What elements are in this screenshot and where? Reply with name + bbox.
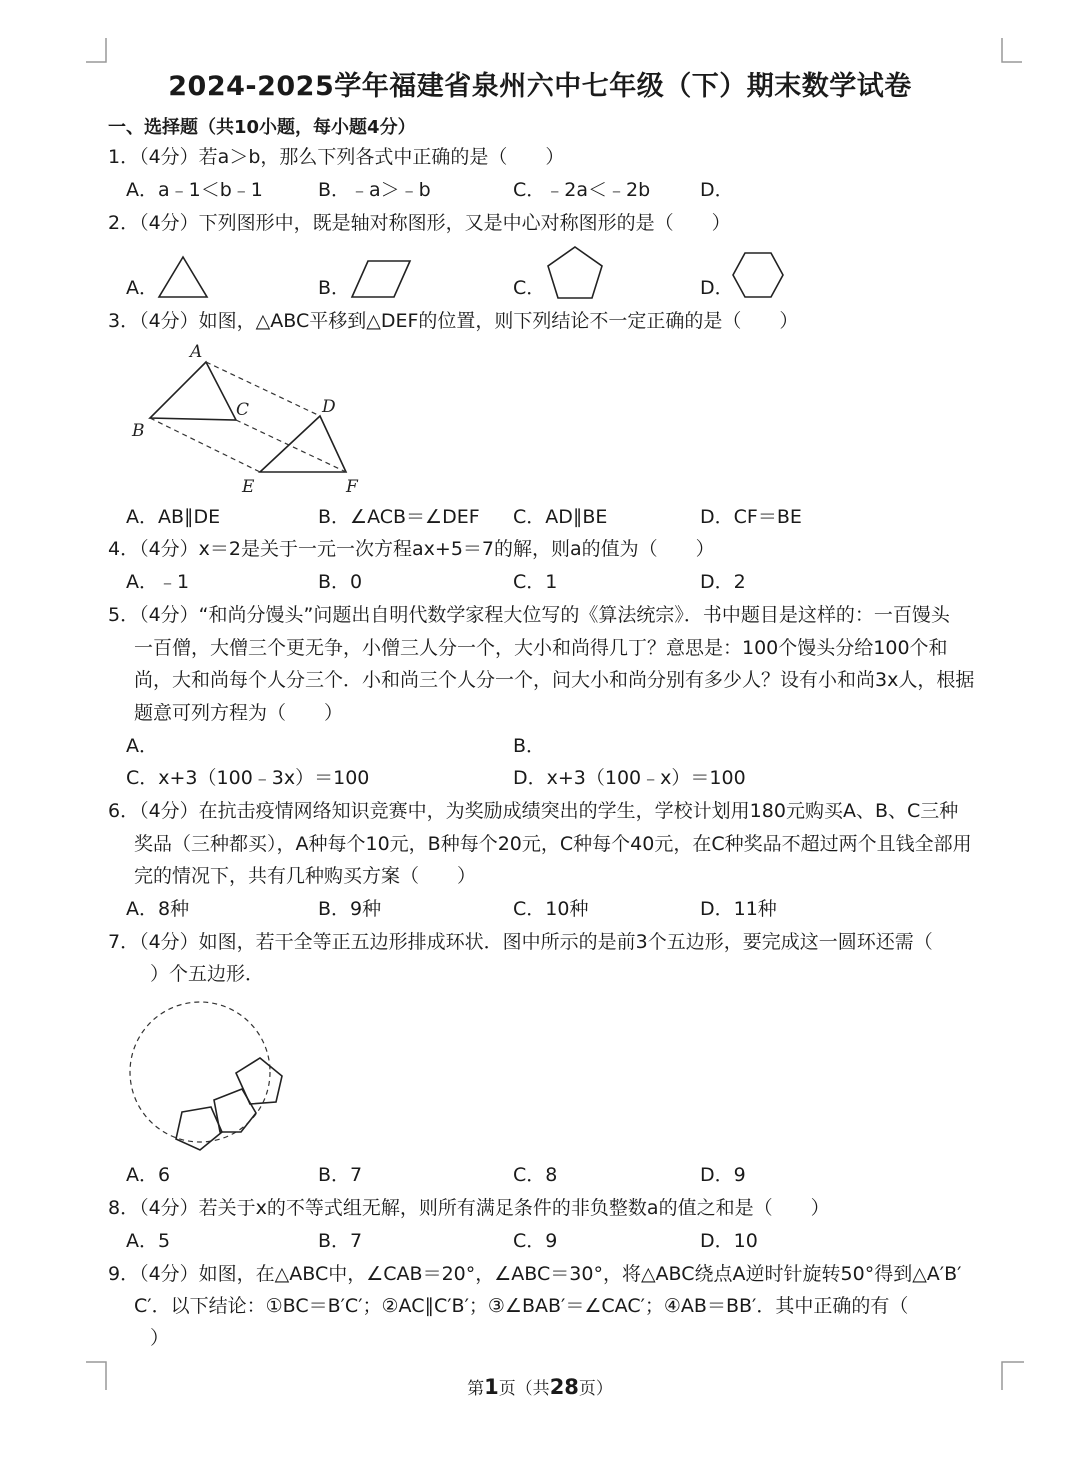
q2-option-a: A． bbox=[126, 277, 158, 299]
label-a: A bbox=[190, 342, 203, 362]
question-9-line-2: C′．以下结论：①BC＝B′C′；②AC∥C′B′；③∠BAB′＝∠CAC′；④AB＝BB′．其中正确的有（ bbox=[134, 1295, 909, 1317]
page-number: 1 bbox=[484, 1375, 499, 1399]
q2-option-b: B． bbox=[318, 277, 351, 299]
q8-option-b: B．7 bbox=[318, 1230, 363, 1252]
q6-option-b: B．9种 bbox=[318, 898, 382, 920]
footer-middle: 页（共 bbox=[498, 1379, 550, 1399]
q5-option-a: A． bbox=[126, 735, 158, 757]
q4-option-b: B．0 bbox=[318, 571, 363, 593]
q7-option-a: A．6 bbox=[126, 1164, 171, 1186]
question-7-line-1: 7．（4分）如图，若干全等正五边形排成环状．图中所示的是前3个五边形，要完成这一圆环还需（ bbox=[108, 931, 933, 953]
q2-option-d: D． bbox=[700, 277, 734, 299]
pentagon-shape bbox=[544, 244, 606, 302]
q6-option-d: D．11种 bbox=[700, 898, 777, 920]
q8-option-d: D．10 bbox=[700, 1230, 758, 1252]
q4-option-d: D．2 bbox=[700, 571, 746, 593]
q7-option-c: C．8 bbox=[513, 1164, 558, 1186]
total-pages: 28 bbox=[549, 1375, 579, 1399]
q4-option-a: A．﹣1 bbox=[126, 571, 190, 593]
q8-option-a: A．5 bbox=[126, 1230, 171, 1252]
label-d: D bbox=[322, 397, 336, 417]
crop-mark-top-left bbox=[86, 38, 108, 64]
crop-mark-top-right bbox=[1000, 38, 1022, 64]
question-5-line-1: 5．（4分）“和尚分馒头”问题出自明代数学家程大位写的《算法统宗》．书中题目是这样的：一百馒头 bbox=[108, 604, 950, 626]
q1-option-d: D． bbox=[700, 179, 734, 201]
q1-option-c: C．﹣2a＜﹣2b bbox=[513, 179, 651, 201]
parallelogram-shape bbox=[348, 258, 414, 300]
hexagon-shape bbox=[730, 250, 786, 300]
question-9-line-1: 9．（4分）如图，在△ABC中，∠CAB＝20°，∠ABC＝30°，将△ABC绕点A逆时针旋转50°得到△A′B′ bbox=[108, 1263, 962, 1285]
question-9-line-3: ） bbox=[150, 1327, 170, 1349]
question-8-stem: 8．（4分）若关于x的不等式组无解，则所有满足条件的非负整数a的值之和是（ ） bbox=[108, 1197, 830, 1219]
exam-title: 2024-2025学年福建省泉州六中七年级（下）期末数学试卷 bbox=[168, 71, 912, 102]
q7-option-d: D．9 bbox=[700, 1164, 746, 1186]
footer-prefix: 第 bbox=[467, 1379, 485, 1399]
triangle-shape bbox=[156, 254, 210, 300]
q1-option-a: A．a﹣1＜b﹣1 bbox=[126, 179, 263, 201]
question-3-stem: 3．（4分）如图，△ABC平移到△DEF的位置，则下列结论不一定正确的是（ ） bbox=[108, 310, 799, 332]
question-5-line-2: 一百僧，大僧三个更无争，小僧三人分一个，大小和尚得几丁？意思是：100个馒头分给100个和 bbox=[134, 637, 948, 659]
question-6-line-2: 奖品（三种都买），A种每个10元，B种每个20元，C种每个40元，在C种奖品不超过两个且钱全部用 bbox=[134, 833, 972, 855]
q2-option-c: C． bbox=[513, 277, 546, 299]
q3-option-d: D．CF＝BE bbox=[700, 506, 802, 528]
footer-suffix: 页） bbox=[578, 1379, 613, 1399]
q8-option-c: C．9 bbox=[513, 1230, 558, 1252]
q5-option-c: C．x+3（100﹣3x）＝100 bbox=[126, 767, 370, 789]
question-7-line-2: ）个五边形． bbox=[150, 963, 265, 985]
q6-option-c: C．10种 bbox=[513, 898, 589, 920]
question-4-stem: 4．（4分）x＝2是关于一元一次方程ax+5＝7的解，则a的值为（ ） bbox=[108, 538, 715, 560]
translation-figure bbox=[126, 338, 366, 500]
q5-option-b: B． bbox=[513, 735, 546, 757]
label-f: F bbox=[346, 477, 358, 497]
q1-option-b: B．﹣a＞﹣b bbox=[318, 179, 431, 201]
label-b: B bbox=[132, 421, 145, 441]
question-1-stem: 1．（4分）若a＞b，那么下列各式中正确的是（ ） bbox=[108, 146, 565, 168]
question-6-line-1: 6．（4分）在抗击疫情网络知识竞赛中，为奖励成绩突出的学生，学校计划用180元购买A、B、C三种 bbox=[108, 800, 959, 822]
question-5-line-4: 题意可列方程为（ ） bbox=[134, 702, 344, 724]
pentagon-ring-figure bbox=[126, 996, 292, 1156]
q3-option-b: B．∠ACB＝∠DEF bbox=[318, 506, 480, 528]
q7-option-b: B．7 bbox=[318, 1164, 363, 1186]
q4-option-c: C．1 bbox=[513, 571, 558, 593]
page-footer bbox=[0, 1374, 1080, 1399]
question-6-line-3: 完的情况下，共有几种购买方案（ ） bbox=[134, 865, 477, 887]
section-heading: 一、选择题（共10小题，每小题4分） bbox=[108, 117, 416, 138]
question-5-line-3: 尚，大和尚每个人分三个．小和尚三个人分一个，问大小和尚分别有多少人？设有小和尚3x人，根据 bbox=[134, 669, 975, 691]
label-c: C bbox=[236, 400, 250, 420]
label-e: E bbox=[242, 477, 255, 497]
q3-option-a: A．AB∥DE bbox=[126, 506, 221, 528]
q3-option-c: C．AD∥BE bbox=[513, 506, 608, 528]
question-2-stem: 2．（4分）下列图形中，既是轴对称图形，又是中心对称图形的是（ ） bbox=[108, 212, 731, 234]
q6-option-a: A．8种 bbox=[126, 898, 190, 920]
q5-option-d: D．x+3（100﹣x）＝100 bbox=[513, 767, 746, 789]
